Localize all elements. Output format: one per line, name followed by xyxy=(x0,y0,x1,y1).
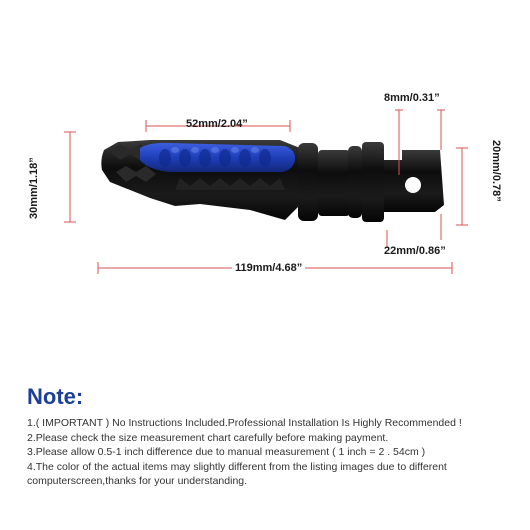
pad-length-label: 52mm/2.04” xyxy=(186,118,248,130)
note-line: 2.Please check the size measurement chart carefully before making payment. xyxy=(27,431,389,444)
note-line: 3.Please allow 0.5-1 inch difference due to manual measurement ( 1 inch = 2 . 54cm ) xyxy=(27,446,426,458)
note-line: 1.( IMPORTANT ) No Instructions Included.Professional Installation Is Highly Recommended ! xyxy=(27,417,462,429)
tip-width-label: 8mm/0.31” xyxy=(384,92,440,104)
note-line: 4.The color of the actual items may slightly different from the listing images due to different xyxy=(27,460,447,473)
height-label: 30mm/1.18” xyxy=(28,157,40,219)
end-length-label: 22mm/0.86” xyxy=(384,245,446,257)
end-height-label: 20mm/0.78” xyxy=(490,140,502,202)
total-length-label: 119mm/4.68” xyxy=(232,262,305,274)
footpeg-body xyxy=(101,140,444,222)
notes-section xyxy=(27,384,507,489)
note-line: computerscreen,thanks for your understanding. xyxy=(27,475,248,487)
note-title: Note: xyxy=(27,384,84,409)
